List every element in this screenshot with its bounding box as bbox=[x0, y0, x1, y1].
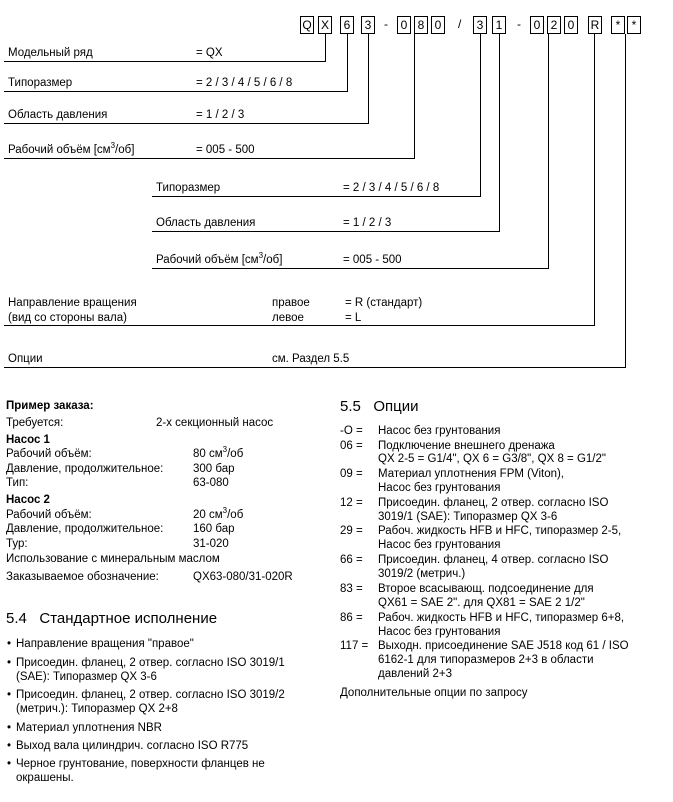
rotation-left: левое bbox=[272, 312, 304, 324]
bullet-icon: • bbox=[7, 758, 12, 770]
option-text: Рабоч. жидкость HFB и HFC, типоразмер 2-5, bbox=[378, 525, 622, 537]
options-footer: Дополнительные опции по запросу bbox=[340, 687, 528, 699]
pump2-type-value: 31-020 bbox=[193, 538, 229, 550]
designation-label: Заказываемое обозначение: bbox=[6, 571, 159, 583]
pump1-vol-value: 80 $см^3/об$ bbox=[193, 445, 244, 460]
size-label: Типоразмер bbox=[8, 77, 73, 89]
code-box: * bbox=[611, 16, 625, 34]
code-box: 0 bbox=[397, 16, 411, 34]
bullet-icon: • bbox=[7, 722, 12, 734]
code-box: 0 bbox=[431, 16, 445, 34]
pump1-vol-label: Рабочий объём: bbox=[6, 448, 92, 460]
code-box: * bbox=[627, 16, 641, 34]
code-box: 3 bbox=[473, 16, 487, 34]
pump2-press-value: 160 бар bbox=[193, 523, 235, 535]
option-code: 29 = bbox=[340, 525, 363, 537]
option-text: Присоедин. фланец, 4 отвер. согласно ISO bbox=[378, 554, 609, 566]
pressure-label: Область давления bbox=[8, 109, 108, 121]
options-label: Опции bbox=[8, 353, 43, 365]
option-text: Насос без грунтования bbox=[378, 482, 501, 494]
bullet-icon: • bbox=[7, 689, 12, 701]
option-text: QX61 = SAE 2". для QX81 = SAE 2 1/2" bbox=[378, 597, 585, 609]
volume-value-2: = 005 - 500 bbox=[343, 254, 402, 266]
code-box: 8 bbox=[414, 16, 428, 34]
code-box: R bbox=[588, 16, 602, 34]
list-item: Направление вращения "правое" bbox=[16, 638, 194, 650]
option-text: Рабоч. жидкость HFB и HFC, типоразмер 6+8, bbox=[378, 612, 625, 624]
list-item-cont: окрашены. bbox=[16, 772, 74, 784]
list-item: Присоедин. фланец, 2 отвер. согласно ISO 3019/2 bbox=[16, 689, 285, 701]
pump1-type-value: 63-080 bbox=[193, 477, 229, 489]
volume-label-2: Рабочий объём $[см^3/об]$ bbox=[156, 251, 283, 266]
rotation-left-value: = L bbox=[345, 312, 362, 324]
option-text: 3019/1 (SAE): Типоразмер QX 3-6 bbox=[378, 511, 558, 523]
mineral-oil-note: Использование с минеральным маслом bbox=[6, 553, 220, 565]
option-text: 6162-1 для типоразмеров 2+3 в области bbox=[378, 654, 594, 666]
volume-label: Рабочий объём $[см^3/об]$ bbox=[8, 141, 135, 156]
pump2-press-label: Давление, продолжительное: bbox=[6, 523, 164, 535]
option-code: 12 = bbox=[340, 497, 363, 509]
code-box: 0 bbox=[564, 16, 578, 34]
size-value: = 2 / 3 / 4 / 5 / 6 / 8 bbox=[196, 77, 293, 89]
option-text: Насос без грунтования bbox=[378, 539, 501, 551]
option-text: 3019/2 (метрич.) bbox=[378, 568, 466, 580]
option-code: -O = bbox=[340, 425, 363, 437]
list-item-cont: (метрич.): Типоразмер QX 2+8 bbox=[16, 703, 178, 715]
designation-value: QX63-080/31-020R bbox=[193, 571, 293, 583]
option-text: давлений 2+3 bbox=[378, 668, 452, 680]
rotation-right: правое bbox=[272, 297, 310, 309]
options-heading: 5.5 Опции bbox=[340, 398, 419, 415]
list-item-cont: (SAE): Типоразмер QX 3-6 bbox=[16, 671, 157, 683]
option-code: 83 = bbox=[340, 583, 363, 595]
list-item: Выход вала цилиндрич. согласно ISO R775 bbox=[16, 740, 249, 752]
pump2-title: Насос 2 bbox=[6, 494, 50, 506]
option-text: Насос без грунтования bbox=[378, 626, 501, 638]
option-text: QX 2-5 = G1/4", QX 6 = G3/8", QX 8 = G1/2" bbox=[378, 453, 606, 465]
model-value: = QX bbox=[196, 47, 223, 59]
option-code: 117 = bbox=[340, 640, 369, 652]
size-label-2: Типоразмер bbox=[156, 182, 221, 194]
code-separator: - bbox=[517, 17, 521, 31]
option-text: Второе всасывающ. подсоединение для bbox=[378, 583, 594, 595]
option-code: 09 = bbox=[340, 468, 363, 480]
required-value: 2-х секционный насос bbox=[156, 417, 274, 429]
rotation-right-value: = R (стандарт) bbox=[345, 297, 423, 309]
size-value-2: = 2 / 3 / 4 / 5 / 6 / 8 bbox=[343, 182, 440, 194]
bullet-icon: • bbox=[7, 657, 12, 669]
pump1-press-value: 300 бар bbox=[193, 463, 235, 475]
pressure-value: = 1 / 2 / 3 bbox=[196, 109, 245, 121]
option-text: Присоедин. фланец, 2 отвер. согласно ISO bbox=[378, 497, 609, 509]
code-box: X bbox=[318, 16, 332, 34]
bullet-icon: • bbox=[7, 740, 12, 752]
list-item: Черное грунтование, поверхности фланцев не bbox=[16, 758, 265, 770]
standard-heading: 5.4 Стандартное исполнение bbox=[6, 610, 218, 627]
bullet-icon: • bbox=[7, 638, 12, 650]
code-box: 6 bbox=[340, 16, 354, 34]
options-value: см. Раздел 5.5 bbox=[272, 353, 350, 365]
required-label: Требуется: bbox=[6, 417, 64, 429]
rotation-sublabel: (вид со стороны вала) bbox=[8, 312, 127, 324]
pump1-press-label: Давление, продолжительное: bbox=[6, 463, 164, 475]
pressure-label-2: Область давления bbox=[156, 217, 256, 229]
pump2-type-label: Тур: bbox=[6, 538, 28, 550]
option-text: Подключение внешнего дренажа bbox=[378, 440, 555, 452]
pump1-title: Насос 1 bbox=[6, 434, 50, 446]
option-code: 06 = bbox=[340, 440, 363, 452]
code-separator: - bbox=[384, 17, 388, 31]
list-item: Материал уплотнения NBR bbox=[16, 722, 162, 734]
code-box: 2 bbox=[547, 16, 561, 34]
rotation-label: Направление вращения bbox=[8, 297, 137, 309]
list-item: Присоедин. фланец, 2 отвер. согласно ISO 3019/1 bbox=[16, 657, 285, 669]
code-box: Q bbox=[300, 16, 314, 34]
option-text: Выходн. присоединение SAE J518 код 61 / ISO bbox=[378, 640, 629, 652]
order-heading: Пример заказа: bbox=[6, 400, 94, 412]
option-text: Материал уплотнения FPM (Viton), bbox=[378, 468, 565, 480]
model-label: Модельный ряд bbox=[8, 47, 93, 59]
pump2-vol-label: Рабочий объём: bbox=[6, 509, 92, 521]
pressure-value-2: = 1 / 2 / 3 bbox=[343, 217, 392, 229]
code-separator: / bbox=[458, 17, 462, 31]
option-code: 66 = bbox=[340, 554, 363, 566]
option-text: Насос без грунтования bbox=[378, 425, 501, 437]
code-box: 0 bbox=[530, 16, 544, 34]
volume-value: = 005 - 500 bbox=[196, 144, 255, 156]
pump1-type-label: Тип: bbox=[6, 477, 29, 489]
code-box: 3 bbox=[361, 16, 375, 34]
code-box: 1 bbox=[492, 16, 506, 34]
pump2-vol-value: 20 $см^3/об$ bbox=[193, 506, 244, 521]
option-code: 86 = bbox=[340, 612, 363, 624]
